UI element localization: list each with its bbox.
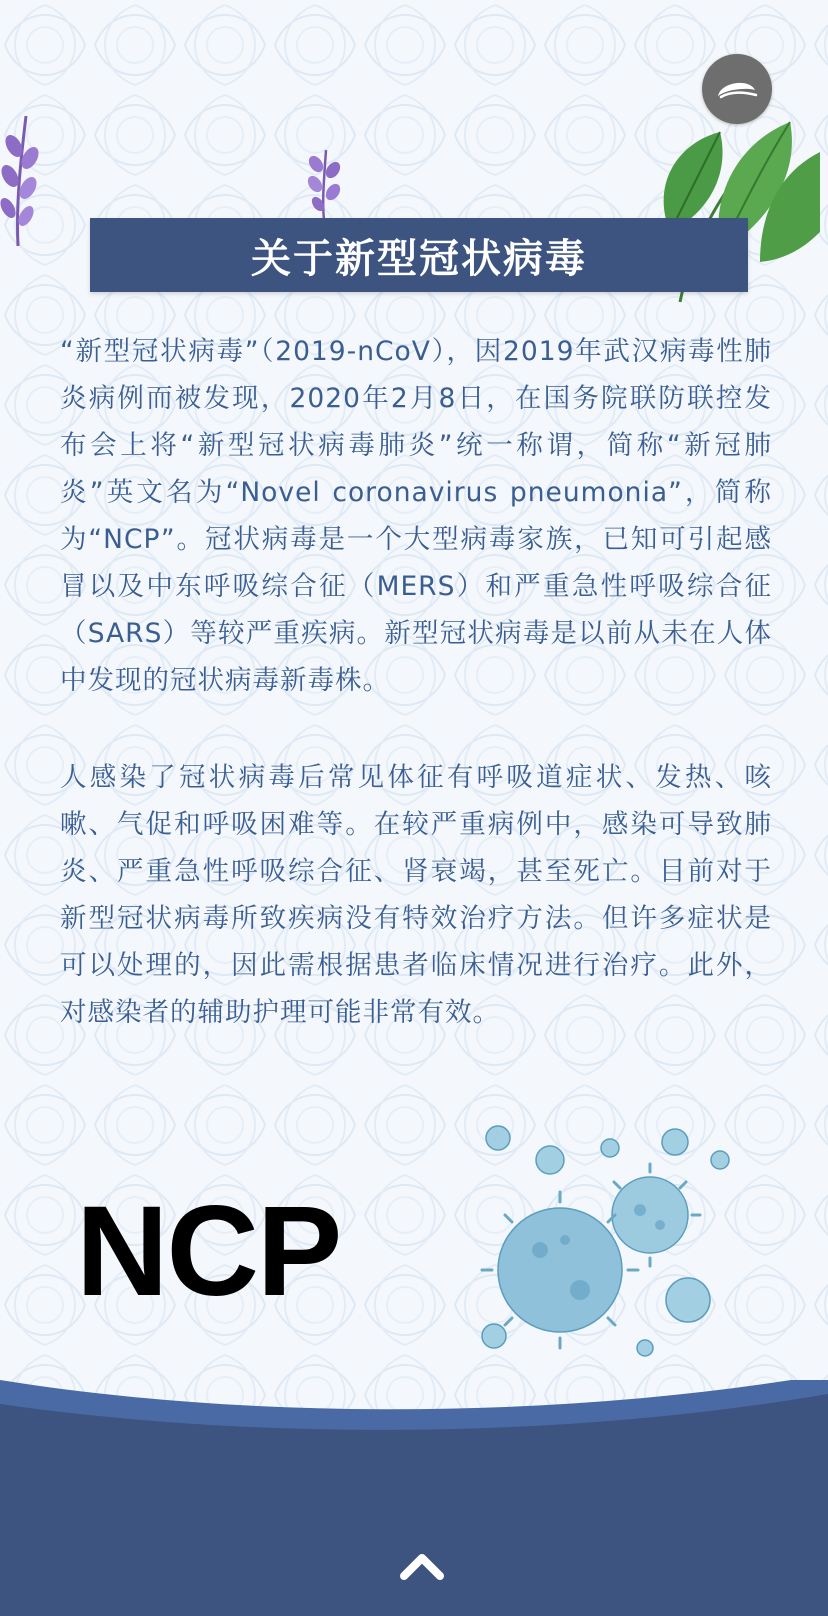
page-title: 关于新型冠状病毒 (90, 218, 748, 292)
chevron-up-icon (400, 1550, 444, 1582)
article-body (60, 328, 772, 1036)
lavender-decoration-mid (300, 150, 348, 220)
lavender-decoration-left (0, 116, 44, 246)
intro-paragraph: “新型冠状病毒”（2019-nCoV），因2019年武汉病毒性肺炎病例而被发现，2020年2月8日，在国务院联防联控发布会上将“新型冠状病毒肺炎”统一称谓，简称“新冠肺炎”英文名为“Novel coronavirus pneumonia”，简称为“NCP”。冠状病毒是一个大型病毒家族，已知可引起感冒以及中东呼吸综合征（MERS）和严重急性呼吸综合征（SARS）等较严重疾病。新型冠状病毒是以前从未在人体中发现的冠状病毒新毒株。 (60, 336, 772, 696)
virus-illustration (470, 1120, 770, 1400)
symptoms-paragraph: 人感染了冠状病毒后常见体征有呼吸道症状、发热、咳嗽、气促和呼吸困难等。在较严重病例中，感染可导致肺炎、严重急性呼吸综合征、肾衰竭，甚至死亡。目前对于新型冠状病毒所致疾病没有特效治疗方法。但许多症状是可以处理的，因此需根据患者临床情况进行治疗。此外，对感染者的辅助护理可能非常有效。 (60, 762, 772, 1028)
scroll-up-button[interactable] (398, 1548, 446, 1584)
menu-button[interactable] (702, 54, 772, 124)
ncp-heading: NCP (76, 1180, 341, 1323)
hat-icon (715, 76, 759, 102)
